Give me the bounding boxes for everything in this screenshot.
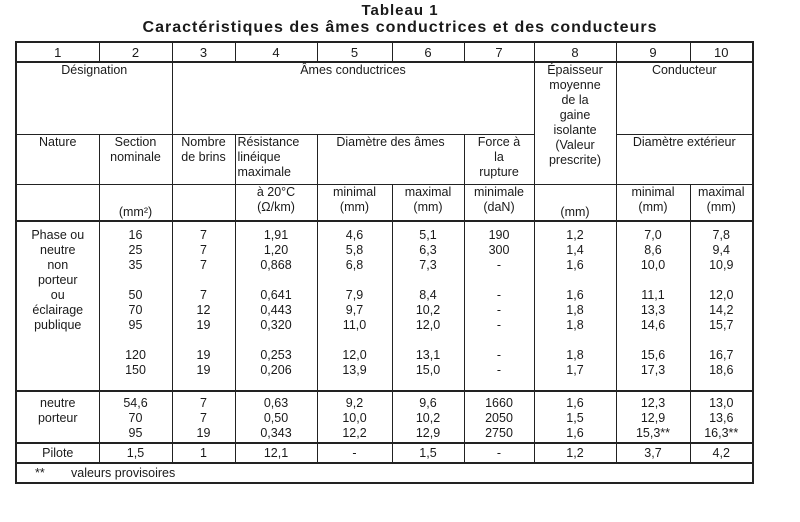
group-cmin: 12,3 12,9 15,3** — [616, 391, 690, 443]
group-cmax: 4,2 — [690, 443, 753, 463]
col-number-10: 10 — [690, 42, 753, 62]
group-nature: Pilote — [16, 443, 99, 463]
unit-dmin: minimal (mm) — [317, 184, 392, 221]
ames-header: Âmes conductrices — [172, 62, 534, 134]
unit-section: (mm²) — [99, 184, 172, 221]
section-header: Section nominale — [99, 134, 172, 184]
group-section: 54,6 70 95 — [99, 391, 172, 443]
col-number-6: 6 — [392, 42, 464, 62]
group-cmax: 7,8 9,4 10,9 12,0 14,2 15,7 16,7 18,6 — [690, 221, 753, 391]
group-section: 16 25 35 50 70 95 120 150 — [99, 221, 172, 391]
group-cmax: 13,0 13,6 16,3** — [690, 391, 753, 443]
group-force: 190 300 - - - - - - — [464, 221, 534, 391]
table-row — [16, 221, 753, 391]
col-number-2: 2 — [99, 42, 172, 62]
group-epaisseur: 1,2 1,4 1,6 1,6 1,8 1,8 1,8 1,7 — [534, 221, 616, 391]
column-number-row — [16, 42, 753, 62]
epaisseur-header: Épaisseur moyenne de la gaine isolante (Valeur prescrite) — [534, 62, 616, 184]
group-dmin: 4,6 5,8 6,8 7,9 9,7 11,0 12,0 13,9 — [317, 221, 392, 391]
group-epaisseur: 1,6 1,5 1,6 — [534, 391, 616, 443]
footnote-text: valeurs provisoires — [71, 465, 176, 480]
designation-header: Désignation — [16, 62, 172, 134]
diametre-ames-header: Diamètre des âmes — [317, 134, 464, 184]
col-number-3: 3 — [172, 42, 235, 62]
group-dmin: 9,2 10,0 12,2 — [317, 391, 392, 443]
group-header-row — [16, 62, 753, 134]
group-force: - — [464, 443, 534, 463]
col-number-9: 9 — [616, 42, 690, 62]
conducteur-header: Conducteur — [616, 62, 753, 134]
table-row — [16, 443, 753, 463]
group-dmax: 9,6 10,2 12,9 — [392, 391, 464, 443]
footnote-row — [16, 463, 753, 483]
subheader-row — [16, 134, 753, 184]
footnote — [16, 463, 753, 483]
unit-force: minimale (daN) — [464, 184, 534, 221]
unit-cmax: maximal (mm) — [690, 184, 753, 221]
unit-brins — [172, 184, 235, 221]
unit-cmin: minimal (mm) — [616, 184, 690, 221]
col-number-8: 8 — [534, 42, 616, 62]
diametre-ext-header: Diamètre extérieur — [616, 134, 753, 184]
group-dmax: 1,5 — [392, 443, 464, 463]
group-resistance: 12,1 — [235, 443, 317, 463]
table-number: Tableau 1 — [361, 2, 439, 19]
group-resistance: 1,91 1,20 0,868 0,641 0,443 0,320 0,253 0,206 — [235, 221, 317, 391]
group-force: 1660 2050 2750 — [464, 391, 534, 443]
force-header: Force à la rupture — [464, 134, 534, 184]
table-title-block — [0, 2, 800, 37]
group-cmin: 7,0 8,6 10,0 11,1 13,3 14,6 15,6 17,3 — [616, 221, 690, 391]
unit-nature — [16, 184, 99, 221]
group-resistance: 0,63 0,50 0,343 — [235, 391, 317, 443]
resistance-header: Résistance linéique maximale — [235, 134, 317, 184]
col-number-7: 7 — [464, 42, 534, 62]
unit-epaisseur: (mm) — [534, 184, 616, 221]
col-number-1: 1 — [16, 42, 99, 62]
col-number-5: 5 — [317, 42, 392, 62]
table-title: Caractéristiques des âmes conductrices et des conducteurs — [142, 19, 658, 36]
group-section: 1,5 — [99, 443, 172, 463]
unit-resistance: à 20°C (Ω/km) — [235, 184, 317, 221]
brins-header: Nombre de brins — [172, 134, 235, 184]
unit-dmax: maximal (mm) — [392, 184, 464, 221]
group-epaisseur: 1,2 — [534, 443, 616, 463]
units-row — [16, 184, 753, 221]
col-number-4: 4 — [235, 42, 317, 62]
group-brins: 7 7 7 7 12 19 19 19 — [172, 221, 235, 391]
group-dmax: 5,1 6,3 7,3 8,4 10,2 12,0 13,1 15,0 — [392, 221, 464, 391]
nature-header: Nature — [16, 134, 99, 184]
group-brins: 7 7 19 — [172, 391, 235, 443]
group-dmin: - — [317, 443, 392, 463]
group-nature: Phase ou neutre non porteur ou éclairage publique — [16, 221, 99, 391]
footnote-mark: ** — [35, 465, 45, 480]
group-brins: 1 — [172, 443, 235, 463]
characteristics-table — [15, 41, 754, 484]
table-row — [16, 391, 753, 443]
group-nature: neutre porteur — [16, 391, 99, 443]
group-cmin: 3,7 — [616, 443, 690, 463]
